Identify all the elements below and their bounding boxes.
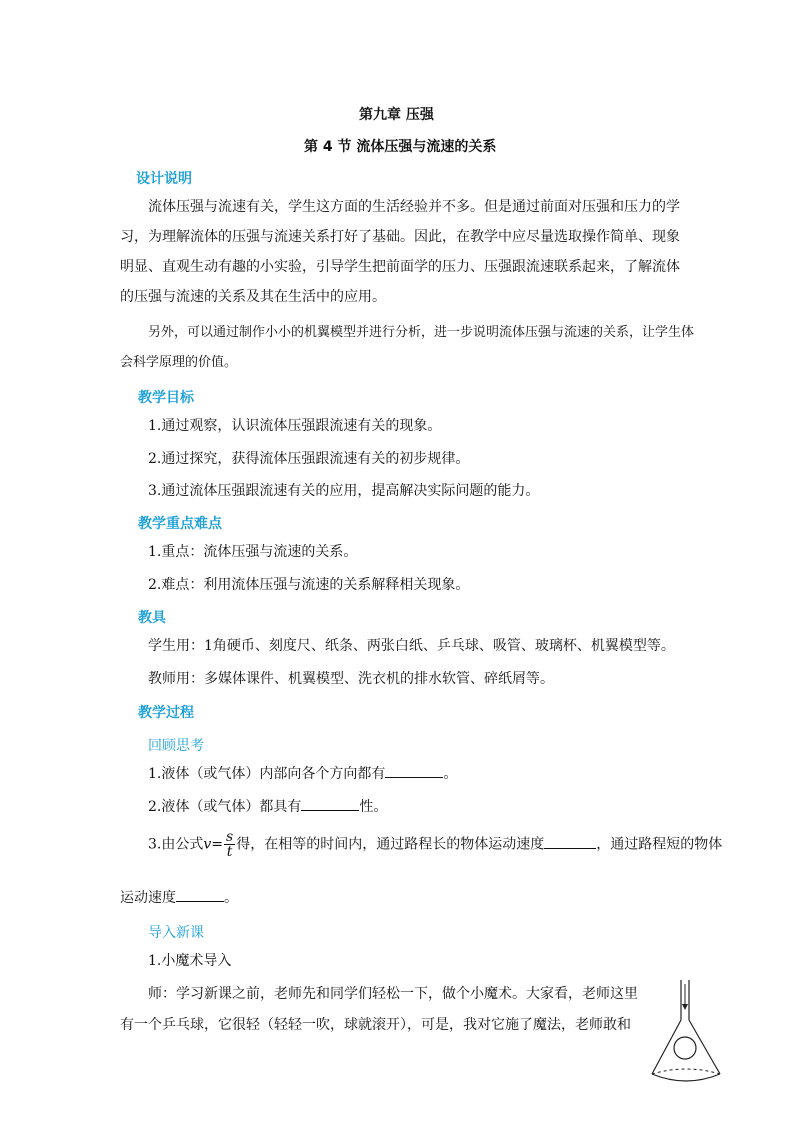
- tools-teacher: 教师用：多媒体课件、机翼模型、洗衣机的排水软管、碎纸屑等。: [148, 671, 554, 687]
- answer-blank: [301, 796, 359, 811]
- review-heading: 回顾思考: [148, 738, 204, 754]
- design-para1-line4: 的压强与流速的关系及其在生活中的应用。: [120, 289, 386, 305]
- goals-heading: 教学目标: [138, 390, 194, 406]
- review-question-3-cont: 运动速度 。: [120, 885, 238, 911]
- intro-heading: 导入新课: [148, 925, 204, 941]
- intro-text-line1: 师：学习新课之前，老师先和同学们轻松一下，做个小魔术。大家看，老师这里: [148, 986, 638, 1002]
- goal-item: 3.通过流体压强跟流速有关的应用，提高解决实际问题的能力。: [148, 483, 540, 499]
- keypoint-item: 2.难点：利用流体压强与流速的关系解释相关现象。: [148, 577, 470, 593]
- design-heading: 设计说明: [136, 171, 192, 187]
- funnel-ball-illustration: [648, 978, 724, 1090]
- goal-item: 1.通过观察，认识流体压强跟流速有关的现象。: [148, 418, 442, 434]
- review-question-3: 3.由公式v= $\frac{s}{t}$ 得，在相等的时间内，通过路程长的物体运动速度 ，通过路程短的物体: [148, 829, 723, 860]
- review-question-2: 2.液体（或气体）都具有 性。: [148, 794, 387, 820]
- design-para1-line3: 明显、直观生动有趣的小实验，引导学生把前面学的压力、压强跟流速联系起来，了解流体: [120, 259, 680, 275]
- review-question-1: 1.液体（或气体）内部向各个方向都有 。: [148, 761, 457, 787]
- intro-text-line2: 有一个乒乓球，它很轻（轻轻一吹，球就滚开），可是，我对它施了魔法，老师敢和: [120, 1017, 631, 1033]
- section-title: 第 4 节 流体压强与流速的关系: [304, 139, 497, 155]
- keypoints-heading: 教学重点难点: [138, 516, 222, 532]
- keypoint-item: 1.重点：流体压强与流速的关系。: [148, 544, 358, 560]
- intro-item: 1.小魔术导入: [148, 953, 232, 969]
- process-heading: 教学过程: [138, 705, 194, 721]
- answer-blank: [176, 887, 224, 902]
- tools-heading: 教具: [138, 610, 166, 626]
- design-para1-line2: 习，为理解流体的压强与流速关系打好了基础。因此，在教学中应尽量选取操作简单、现象: [120, 229, 680, 245]
- chapter-title: 第九章 压强: [359, 107, 434, 123]
- design-para2-line2: 会科学原理的价值。: [120, 355, 238, 370]
- goal-item: 2.通过探究，获得流体压强跟流速有关的初步规律。: [148, 451, 470, 467]
- formula-fraction: $\frac{s}{t}$: [226, 829, 234, 860]
- answer-blank: [385, 763, 443, 778]
- design-para1-line1: 流体压强与流速有关，学生这方面的生活经验并不多。但是通过前面对压强和压力的学: [148, 199, 680, 215]
- design-para2-line1: 另外，可以通过制作小小的机翼模型并进行分析，进一步说明流体压强与流速的关系，让学生体: [148, 325, 695, 340]
- answer-blank: [544, 834, 596, 849]
- tools-student: 学生用：1角硬币、刻度尺、纸条、两张白纸、乒乓球、吸管、玻璃杯、机翼模型等。: [148, 638, 675, 654]
